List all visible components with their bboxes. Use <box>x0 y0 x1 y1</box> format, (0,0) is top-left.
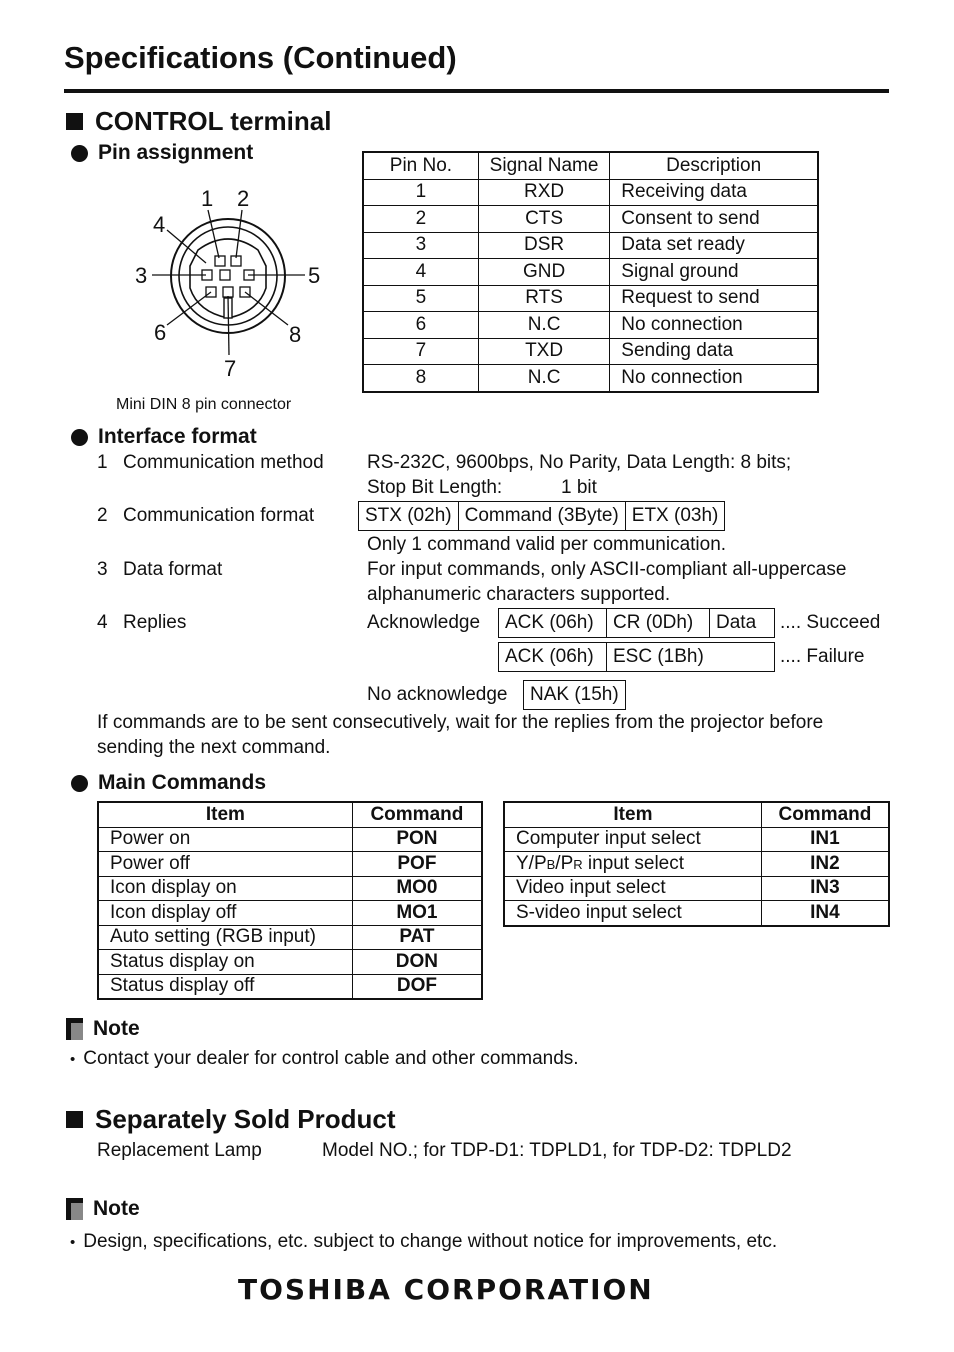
header-signal-name: Signal Name <box>478 152 609 179</box>
signal-name: N.C <box>478 365 609 392</box>
command-code: PAT <box>352 925 482 950</box>
signal-name: RXD <box>478 179 609 206</box>
note-icon <box>66 1198 83 1220</box>
data-box: Data <box>709 609 762 637</box>
table-row <box>363 259 818 286</box>
description: No connection <box>610 312 818 339</box>
pin-label-8: 8 <box>289 322 302 347</box>
main-commands-heading-text: Main Commands <box>98 771 267 794</box>
pin-label-4: 4 <box>153 212 166 237</box>
description: Sending data <box>610 338 818 365</box>
page-title: Specifications (Continued) <box>64 40 457 75</box>
note1-text <box>70 1048 579 1070</box>
ypbpr-part-rest: input select <box>582 852 685 874</box>
table-row <box>98 852 482 877</box>
succeed-text: .... Succeed <box>780 612 881 633</box>
table-row <box>363 365 818 392</box>
item1-label: Communication method <box>123 452 324 473</box>
ypbpr-part-b: B <box>546 856 556 872</box>
command-box: Command (3Byte) <box>458 502 625 530</box>
etx-box: ETX (03h) <box>625 502 725 530</box>
header-description: Description <box>610 152 818 179</box>
item4-num: 4 <box>97 612 108 633</box>
command-item: Computer input select <box>504 827 761 852</box>
pin-assignment-heading <box>71 141 253 165</box>
item2-num: 2 <box>97 505 108 526</box>
pin-label-6: 6 <box>154 320 167 345</box>
toshiba-logo: TOSHIBA CORPORATION <box>238 1273 654 1306</box>
communication-format-boxes <box>358 501 725 531</box>
bullet-icon: • <box>70 1234 76 1251</box>
pin-assignment-table <box>362 151 819 393</box>
item1-value-stop-bit-value: 1 bit <box>561 477 597 498</box>
pin-assignment-heading-text: Pin assignment <box>98 141 254 164</box>
table-row <box>504 901 889 926</box>
table-row <box>363 232 818 259</box>
description: Signal ground <box>610 259 818 286</box>
item1-num: 1 <box>97 452 108 473</box>
cr-box: CR (0Dh) <box>606 609 709 637</box>
table-row <box>98 827 482 852</box>
pin-label-5: 5 <box>308 263 321 288</box>
command-code: PON <box>352 827 482 852</box>
item3-label: Data format <box>123 559 223 580</box>
consecutive-note-line1: If commands are to be sent consecutively, wait for the replies from the projector before <box>97 712 824 733</box>
command-item: Status display off <box>98 974 352 999</box>
ack-succeed-boxes <box>498 608 775 638</box>
command-code: IN4 <box>761 901 889 926</box>
ypbpr-part-y: Y/P <box>516 852 547 874</box>
note2-heading <box>66 1197 140 1221</box>
pin-no: 1 <box>363 179 478 206</box>
command-code: IN1 <box>761 827 889 852</box>
table-row <box>363 179 818 206</box>
header-pin-no: Pin No. <box>363 152 478 179</box>
item1-value-stop-bit-label: Stop Bit Length: <box>367 477 503 498</box>
interface-format-heading <box>71 425 257 449</box>
command-item: Power off <box>98 852 352 877</box>
item3-value-line1: For input commands, only ASCII-compliant all-uppercase <box>367 559 847 580</box>
replacement-lamp-model: Model NO.; for TDP-D1: TDPLD1, for TDP-D2: TDPLD2 <box>322 1140 792 1161</box>
command-code: POF <box>352 852 482 877</box>
signal-name: TXD <box>478 338 609 365</box>
pin-no: 8 <box>363 365 478 392</box>
pin-no: 2 <box>363 206 478 233</box>
signal-name: CTS <box>478 206 609 233</box>
description: Consent to send <box>610 206 818 233</box>
item2-label: Communication format <box>123 505 315 526</box>
command-code: IN2 <box>761 852 889 877</box>
table-row <box>363 206 818 233</box>
item2-note: Only 1 command valid per communication. <box>367 534 727 555</box>
pin-no: 7 <box>363 338 478 365</box>
main-commands-heading <box>71 771 266 795</box>
pin-label-2: 2 <box>237 186 250 211</box>
pin-label-1: 1 <box>201 186 214 211</box>
acknowledge-label: Acknowledge <box>367 612 481 633</box>
signal-name: GND <box>478 259 609 286</box>
bullet-icon: • <box>70 1051 76 1068</box>
command-code: DON <box>352 950 482 975</box>
header-item: Item <box>98 802 352 827</box>
description: Receiving data <box>610 179 818 206</box>
command-code: MO0 <box>352 876 482 901</box>
circle-bullet-icon <box>71 145 88 162</box>
table-row <box>363 338 818 365</box>
note2-text-content: Design, specifications, etc. subject to change without notice for improvements, etc. <box>83 1231 778 1252</box>
pin-no: 4 <box>363 259 478 286</box>
main-commands-table-left <box>97 801 483 1000</box>
command-item: Icon display on <box>98 876 352 901</box>
interface-format-heading-text: Interface format <box>98 425 257 448</box>
table-row <box>98 901 482 926</box>
ypbpr-part-p: /P <box>555 852 574 874</box>
command-code: MO1 <box>352 901 482 926</box>
table-header-row <box>504 802 889 827</box>
command-code: DOF <box>352 974 482 999</box>
note1-text-content: Contact your dealer for control cable and other commands. <box>83 1048 579 1069</box>
command-item: S-video input select <box>504 901 761 926</box>
replacement-lamp-label: Replacement Lamp <box>97 1140 262 1161</box>
table-header-row <box>363 152 818 179</box>
mini-din-connector-diagram <box>120 180 340 400</box>
square-bullet-icon <box>66 113 83 130</box>
consecutive-note-line2: sending the next command. <box>97 737 331 758</box>
connector-caption: Mini DIN 8 pin connector <box>116 396 292 413</box>
pin-no: 3 <box>363 232 478 259</box>
pin-label-7: 7 <box>224 356 237 381</box>
command-code: IN3 <box>761 876 889 901</box>
header-command: Command <box>761 802 889 827</box>
command-item: Power on <box>98 827 352 852</box>
table-row <box>504 852 889 877</box>
control-heading-text: CONTROL terminal <box>95 106 332 136</box>
signal-name: RTS <box>478 285 609 312</box>
note1-label: Note <box>93 1017 140 1040</box>
command-item: Auto setting (RGB input) <box>98 925 352 950</box>
command-item: Icon display off <box>98 901 352 926</box>
item4-label: Replies <box>123 612 187 633</box>
item3-num: 3 <box>97 559 108 580</box>
header-item: Item <box>504 802 761 827</box>
header-command: Command <box>352 802 482 827</box>
circle-bullet-icon <box>71 429 88 446</box>
note2-label: Note <box>93 1197 140 1220</box>
table-row <box>363 312 818 339</box>
stx-box: STX (02h) <box>365 505 452 526</box>
circle-bullet-icon <box>71 775 88 792</box>
ack-box: ACK (06h) <box>505 612 594 633</box>
separately-sold-heading-text: Separately Sold Product <box>95 1104 396 1134</box>
table-header-row <box>98 802 482 827</box>
note-icon <box>66 1018 83 1040</box>
note2-text <box>70 1231 777 1253</box>
title-rule <box>64 89 889 93</box>
command-item <box>504 852 761 877</box>
command-item: Status display on <box>98 950 352 975</box>
section-heading-separately-sold <box>66 1104 396 1135</box>
failure-text: .... Failure <box>780 646 865 667</box>
table-row <box>504 827 889 852</box>
item1-value-line1: RS-232C, 9600bps, No Parity, Data Length: 8 bits; <box>367 452 792 473</box>
ack-box: ACK (06h) <box>505 646 594 667</box>
nak-box-text: NAK (15h) <box>530 684 619 705</box>
ack-failure-boxes <box>498 642 775 672</box>
nak-box <box>523 680 626 710</box>
description: No connection <box>610 365 818 392</box>
signal-name: DSR <box>478 232 609 259</box>
description: Request to send <box>610 285 818 312</box>
ypbpr-part-r: R <box>573 856 583 872</box>
pin-no: 6 <box>363 312 478 339</box>
square-bullet-icon <box>66 1111 83 1128</box>
main-commands-table-right <box>503 801 890 927</box>
table-row <box>98 974 482 999</box>
table-row <box>504 876 889 901</box>
pin-label-3: 3 <box>135 263 148 288</box>
command-item: Video input select <box>504 876 761 901</box>
esc-box: ESC (1Bh) <box>606 643 710 671</box>
item3-value-line2: alphanumeric characters supported. <box>367 584 671 605</box>
table-row <box>98 950 482 975</box>
signal-name: N.C <box>478 312 609 339</box>
nak-label: No acknowledge <box>367 684 508 705</box>
table-row <box>98 876 482 901</box>
description: Data set ready <box>610 232 818 259</box>
section-heading-control <box>66 106 331 137</box>
table-row <box>363 285 818 312</box>
pin-no: 5 <box>363 285 478 312</box>
table-row <box>98 925 482 950</box>
note1-heading <box>66 1017 140 1041</box>
